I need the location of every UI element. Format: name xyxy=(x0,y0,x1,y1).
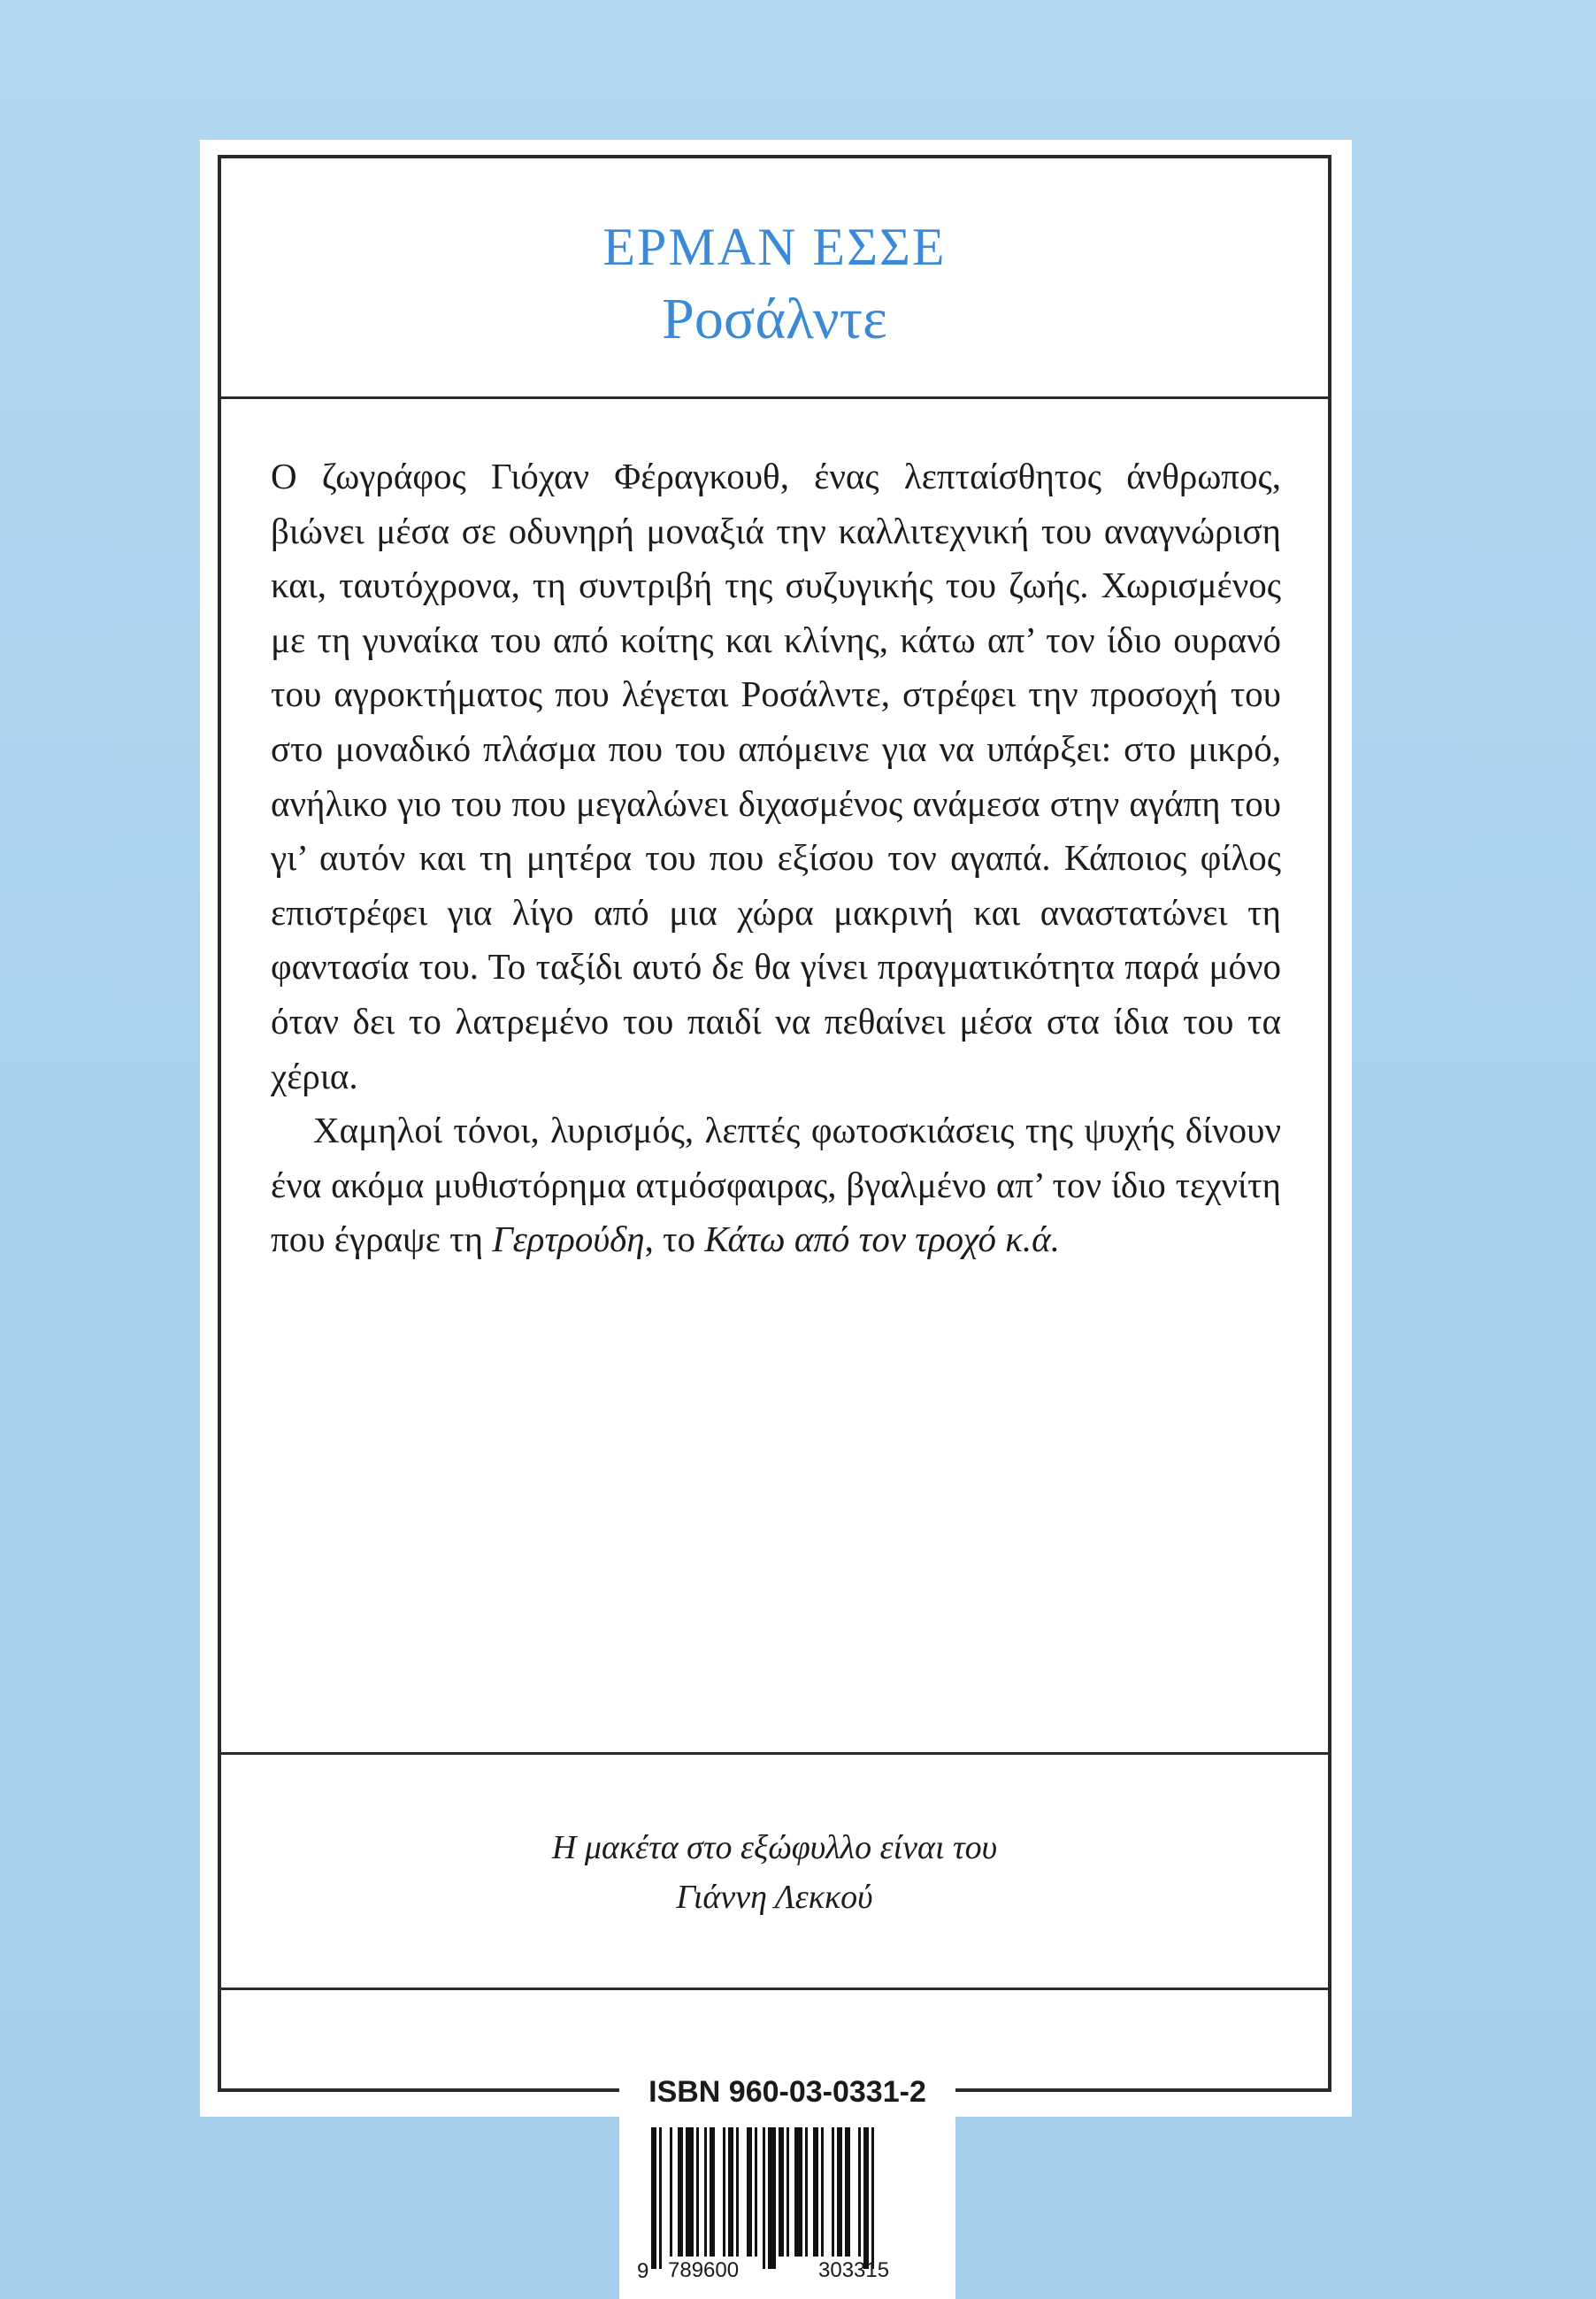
barcode-bar xyxy=(845,2127,850,2257)
barcode-lead-digit: 9 xyxy=(637,2259,649,2283)
author-name: ΕΡΜΑΝ ΕΣΣΕ xyxy=(602,218,947,276)
barcode-bar xyxy=(858,2127,861,2257)
barcode-bar xyxy=(728,2127,733,2257)
credit-line-2: Γιάννη Λεκκού xyxy=(676,1879,873,1916)
barcode-bar xyxy=(755,2127,757,2257)
blurb-p2-start: Χαμηλοί τόνοι, λυρισμός, λεπτές φωτοσκιάσεις της ψυχής δίνουν ένα ακόμα μυθιστόρημα ατμόσφαιρας, βγαλμένο απ’ τον ίδιο τεχνίτη που έγραψε τη xyxy=(271,1110,1281,1260)
barcode-bar xyxy=(786,2127,789,2257)
barcode-bar xyxy=(696,2127,699,2257)
barcode-bar xyxy=(670,2127,672,2257)
barcode-bar xyxy=(871,2127,874,2269)
header xyxy=(221,158,1328,399)
credit-line-1: Η μακέτα στο εξώφυλλο είναι του xyxy=(551,1829,998,1866)
credit-top-divider xyxy=(218,1752,1331,1755)
blurb xyxy=(271,450,1281,1267)
isbn-label: ISBN 960-03-0331-2 xyxy=(648,2075,926,2109)
barcode-bar xyxy=(678,2127,683,2257)
barcode-bar xyxy=(651,2127,656,2269)
barcode-left-digits: 789600 xyxy=(668,2258,740,2282)
barcode-bar xyxy=(837,2127,842,2257)
barcode-bar xyxy=(710,2127,715,2257)
barcode-bar xyxy=(779,2127,784,2257)
barcode-bar xyxy=(736,2127,739,2257)
barcode-bar xyxy=(863,2127,869,2269)
book-title-gertrude: Γερτρούδη xyxy=(492,1219,645,1260)
barcode-bar xyxy=(794,2127,802,2257)
barcode-bar xyxy=(747,2127,752,2257)
barcode-bar xyxy=(768,2127,776,2269)
blurb-p2-mid: , το xyxy=(644,1219,705,1260)
barcode-bar xyxy=(813,2127,818,2257)
barcode-bar xyxy=(659,2127,662,2269)
barcode-bar xyxy=(704,2127,707,2257)
cover-credit xyxy=(221,1823,1328,1922)
barcode-right-digits: 303315 xyxy=(818,2258,890,2282)
book-title-beneath-the-wheel: Κάτω από τον τροχό xyxy=(704,1219,996,1260)
barcode-bar xyxy=(805,2127,808,2257)
barcode-bar xyxy=(821,2127,824,2257)
barcode-bar xyxy=(686,2127,694,2257)
barcode-bar xyxy=(832,2127,834,2257)
barcode-bar xyxy=(763,2127,765,2269)
barcode-bar xyxy=(723,2127,725,2257)
blurb-paragraph-2 xyxy=(271,1103,1281,1267)
book-title: Ροσάλντε xyxy=(662,287,887,351)
blurb-paragraph-1: Ο ζωγράφος Γιόχαν Φέραγκουθ, ένας λεπταίσθητος άνθρωπος, βιώνει μέσα σε οδυνηρή μοναξιά την καλλιτεχνική του αναγνώριση και, ταυτόχρονα, τη συντριβή της συζυγικής του ζωής. Χωρισμένος με τη γυναίκα του από κοίτης και κλίνης, κάτω απ’ τον ίδιο ουρανό του αγροκτήματος που λέγεται Ροσάλντε, στρέφει την προσοχή του στο μοναδικό πλάσμα που του απόμεινε για να υπάρξει: στο μικρό, ανήλικο γιο του που μεγαλώνει διχασμένος ανάμεσα στην αγάπη του γι’ αυτόν και τη μητέρα του που εξίσου τον αγαπά. Κάποιος φίλος επιστρέφει για λίγο από μια χώρα μακρινή και αναστατώνει τη φαντασία του. Το ταξίδι αυτό δε θα γίνει πραγματικότητα παρά μόνο όταν δει το λατρεμένο του παιδί να πεθαίνει μέσα στα ίδια του τα χέρια. xyxy=(271,456,1281,1096)
credit-bottom-divider xyxy=(218,1988,1331,1990)
blurb-p2-end: κ.ά. xyxy=(996,1219,1060,1260)
